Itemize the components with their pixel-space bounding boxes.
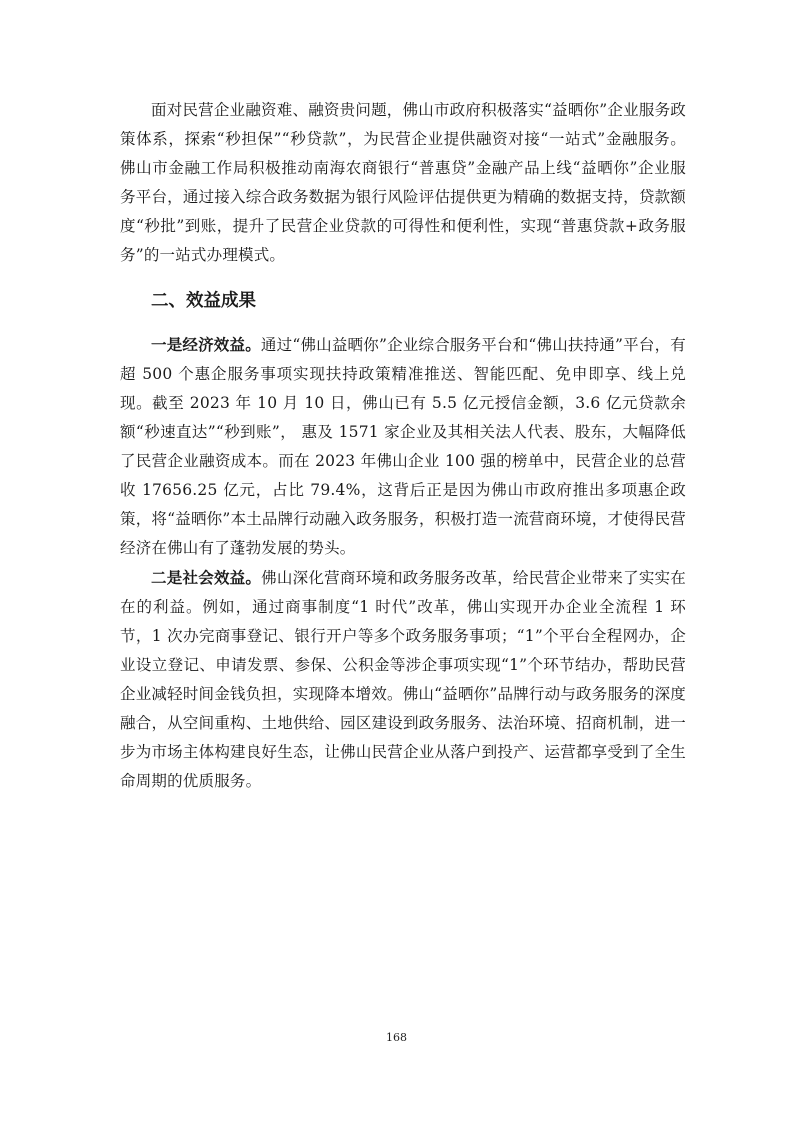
social-benefits-paragraph [120,563,686,796]
economic-benefits-lead: 一是经济效益。 [151,335,261,354]
intro-paragraph: 面对民营企业融资难、融资贵问题，佛山市政府积极落实“益晒你”企业服务政策体系，探索“秒担保”“秒贷款”，为民营企业提供融资对接“一站式”金融服务。佛山市金融工作局积极推动南海农商银行“普惠贷”金融产品上线“益晒你”企业服务平台，通过接入综合政务数据为银行风险评估提供更为精确的数据支持，贷款额度“秒批”到账，提升了民营企业贷款的可得性和便利性，实现“普惠贷款+政务服务”的一站式办理模式。 [120,101,686,264]
economic-benefits-paragraph [120,330,686,563]
social-benefits-lead: 二是社会效益。 [151,568,262,587]
social-benefits-text: 佛山深化营商环境和政务服务改革，给民营企业带来了实实在在的利益。例如，通过商事制度“1 时代”改革，佛山实现开办企业全流程 1 环节，1 次办完商事登记、银行开户等多个政务服务事项；“1”个平台全程网办，企业设立登记、申请发票、参保、公积金等涉企事项实现“1”个环节结办，帮助民营企业减轻时间金钱负担，实现降本增效。佛山“益晒你”品牌行动与政务服务的深度融合，从空间重构、土地供给、园区建设到政务服务、法治环境、招商机制，进一步为市场主体构建良好生态，让佛山民营企业从落户到投产、运营都享受到了全生命周期的优质服务。 [120,569,686,790]
page-number: 168 [386,1031,407,1044]
page-content [120,96,686,796]
economic-benefits-text: 通过“佛山益晒你”企业综合服务平台和“佛山扶持通”平台，有超 500 个惠企服务事项实现扶持政策精准推送、智能匹配、免申即享、线上兑现。截至 2023 年 10 月 10 日，佛山已有 5.5 亿元授信金额，3.6 亿元贷款余额“秒速直达”“秒到账”， 惠及 1571 家企业及其相关法人代表、股东，大幅降低了民营企业融资成本。而在 2023 年佛山企业 100 强的榜单中，民营企业的总营收 17656.25 亿元，占比 79.4%，这背后正是因为佛山市政府推出多项惠企政策，将“益晒你”本土品牌行动融入政务服务，积极打造一流营商环境，才使得民营经济在佛山有了蓬勃发展的势头。 [120,336,686,557]
section-heading: 二、效益成果 [151,291,256,311]
